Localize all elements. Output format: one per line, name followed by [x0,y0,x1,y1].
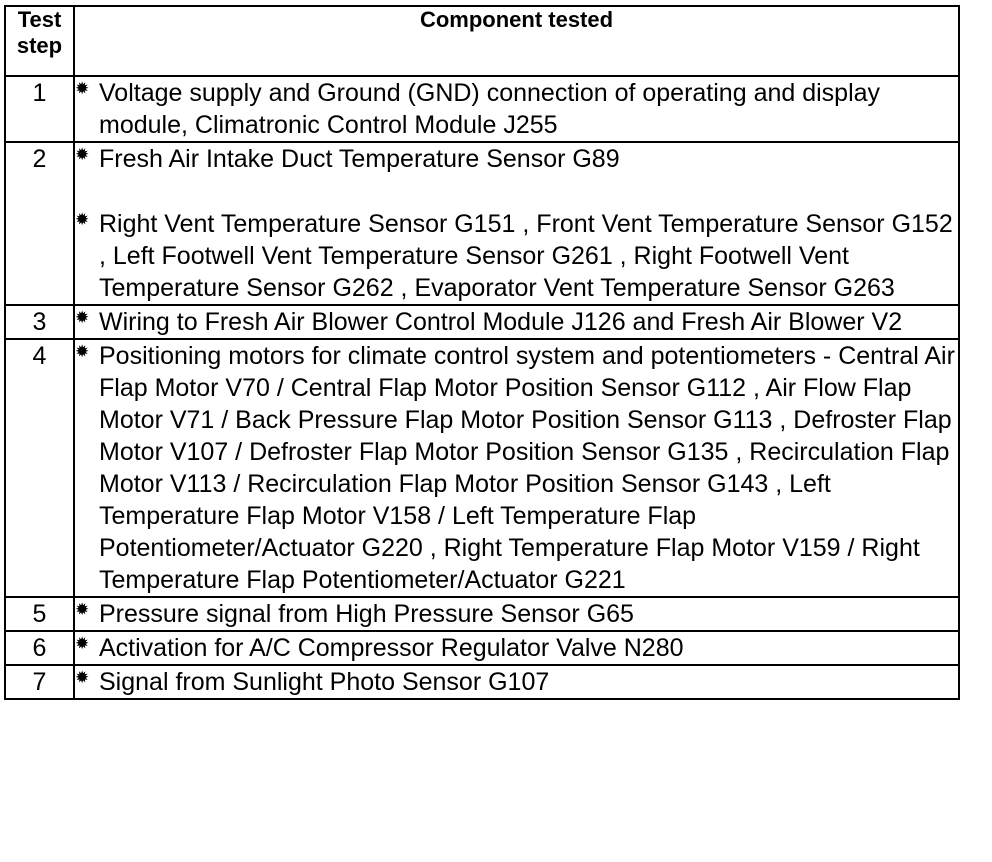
component-cell [74,665,959,699]
table-row [5,142,959,305]
step-number: 5 [5,597,74,631]
bullet-icon: ✹ [75,668,90,687]
component-item [75,77,958,141]
bullet-icon: ✹ [75,145,90,164]
bullet-icon: ✹ [75,342,90,361]
component-text: Signal from Sunlight Photo Sensor G107 [99,668,550,696]
component-cell [74,631,959,665]
component-cell [74,305,959,339]
component-text: Right Vent Temperature Sensor G151 , Front Vent Temperature Sensor G152 , Left Footwell Vent Temperature Sensor G261 , Right Footwell Vent Temperature Sensor G262 , Evaporator Vent Temperature Sensor G263 [99,210,953,302]
step-number: 4 [5,339,74,597]
component-item [75,306,958,338]
step-number: 1 [5,76,74,142]
component-tested-header: Component tested [74,6,959,76]
bullet-icon: ✹ [75,634,90,653]
component-cell [74,142,959,305]
step-number: 7 [5,665,74,699]
test-step-header: Test step [5,6,74,76]
component-text: Wiring to Fresh Air Blower Control Module J126 and Fresh Air Blower V2 [99,308,903,336]
component-text: Positioning motors for climate control system and potentiometers - Central Air Flap Motor V70 / Central Flap Motor Position Sensor G112 , Air Flow Flap Motor V71 / Back Pressure Flap Motor Position Sensor G113 , Defroster Flap Motor V107 / Defroster Flap Motor Position Sensor G135 , Recirculation Flap Motor V113 / Recirculation Flap Motor Position Sensor G143 , Left Temperature Flap Motor V158 / Left Temperature Flap Potentiometer/Actuator G220 , Right Temperature Flap Motor V159 / Right Temperature Flap Potentiometer/Actuator G221 [99,342,955,594]
component-item [75,598,958,630]
table-row [5,305,959,339]
component-text: Pressure signal from High Pressure Sensor G65 [99,600,634,628]
bullet-icon: ✹ [75,210,90,229]
component-item [75,632,958,664]
bullet-icon: ✹ [75,308,90,327]
component-cell [74,339,959,597]
table-row [5,339,959,597]
component-item [75,340,958,596]
component-text: Voltage supply and Ground (GND) connection of operating and display module, Climatronic Control Module J255 [99,79,881,139]
component-text: Fresh Air Intake Duct Temperature Sensor G89 [99,145,620,173]
component-cell [74,76,959,142]
component-item [75,143,958,175]
step-number: 3 [5,305,74,339]
component-item [75,666,958,698]
component-cell [74,597,959,631]
table-row [5,597,959,631]
table-row [5,76,959,142]
header-row [5,6,959,76]
table-row [5,631,959,665]
test-steps-table [4,5,960,700]
step-number: 2 [5,142,74,305]
bullet-icon: ✹ [75,600,90,619]
component-item [75,208,958,304]
bullet-icon: ✹ [75,79,90,98]
table-row [5,665,959,699]
step-number: 6 [5,631,74,665]
component-text: Activation for A/C Compressor Regulator Valve N280 [99,634,684,662]
